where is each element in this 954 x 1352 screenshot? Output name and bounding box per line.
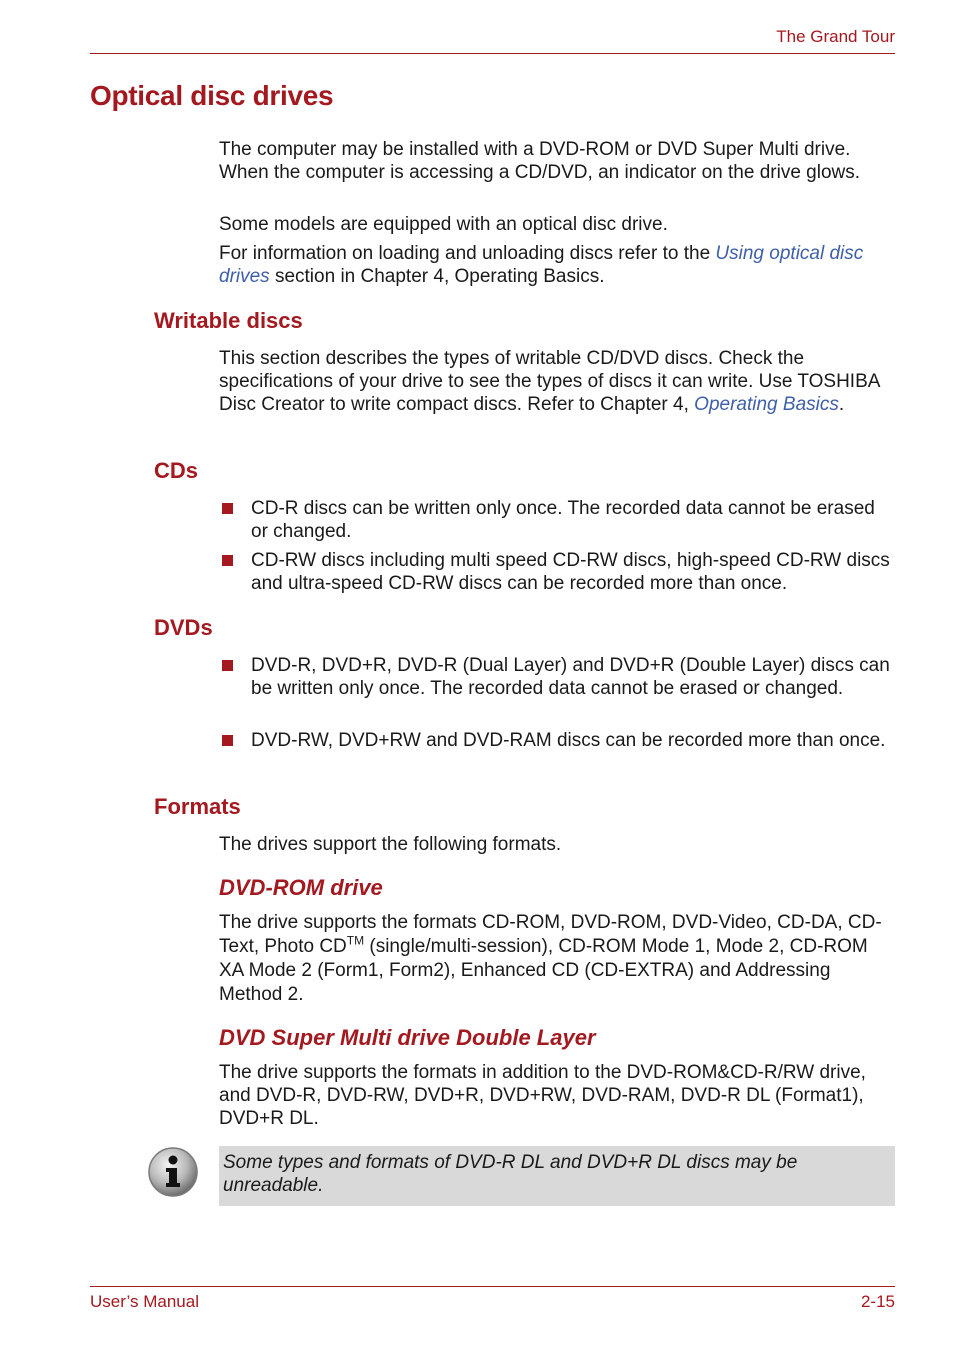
cds-heading: CDs <box>154 458 199 483</box>
intro-paragraph-3 <box>219 242 895 288</box>
intro-text-after: section in Chapter 4, Operating Basics. <box>269 266 605 287</box>
list-item-text: DVD-RW, DVD+RW and DVD-RAM discs can be recorded more than once. <box>251 730 886 751</box>
list-item <box>219 497 895 543</box>
dvd-rom-drive-heading: DVD-ROM drive <box>219 875 383 900</box>
intro-paragraph-1: The computer may be installed with a DVD-ROM or DVD Super Multi drive. When the computer is accessing a CD/DVD, an indicator on the drive glows. <box>219 139 861 183</box>
intro-paragraph-2: Some models are equipped with an optical disc drive. <box>219 214 668 235</box>
note-box <box>219 1146 895 1206</box>
writable-text-after: . <box>838 394 845 415</box>
footer-rule <box>90 1286 895 1287</box>
running-header: The Grand Tour <box>776 27 895 46</box>
formats-paragraph: The drives support the following formats. <box>219 834 562 855</box>
writable-text-before: This section describes the types of writable CD/DVD discs. Check the specifications of your drive to see the types of discs it can write. Use TOSHIBA Disc Creator to write compact discs. Refer to Chapter 4, <box>219 348 880 415</box>
super-multi-heading: DVD Super Multi drive Double Layer <box>219 1025 596 1050</box>
dvds-heading: DVDs <box>154 615 213 640</box>
writable-discs-heading: Writable discs <box>154 308 303 333</box>
trademark-sup: TM <box>346 933 365 948</box>
super-multi-paragraph: The drive supports the formats in addition to the DVD-ROM&CD-R/RW drive, and DVD-R, DVD-RW, DVD+R, DVD+RW, DVD-RAM, DVD-R DL (Format1), DVD+R DL. <box>219 1062 866 1129</box>
bullet-square-icon <box>222 660 233 671</box>
intro-text-before: For information on loading and unloading discs refer to the <box>219 243 716 264</box>
dvd-rom-paragraph <box>219 911 895 1007</box>
header-rule <box>90 53 895 54</box>
list-item <box>219 654 895 700</box>
page-number: 2-15 <box>860 1292 895 1311</box>
page-title: Optical disc drives <box>90 80 334 111</box>
list-item-text: CD-R discs can be written only once. The recorded data cannot be erased or changed. <box>251 498 875 542</box>
bullet-square-icon <box>222 555 233 566</box>
dvd-rom-text-after: (single/multi-session), CD-ROM Mode 1, Mode 2, CD-ROM XA Mode 2 (Form1, Form2), Enhanced CD (CD-EXTRA) and Addressing Method 2. <box>219 936 868 1005</box>
list-item <box>219 549 895 595</box>
operating-basics-link[interactable]: Operating Basics <box>694 394 839 415</box>
bullet-square-icon <box>222 735 233 746</box>
using-optical-disc-drives-link[interactable]: Using optical disc drives <box>219 243 864 287</box>
formats-heading: Formats <box>154 794 241 819</box>
list-item <box>219 729 895 752</box>
list-item-text: DVD-R, DVD+R, DVD-R (Dual Layer) and DVD+R (Double Layer) discs can be written only once. The recorded data cannot be erased or changed. <box>251 655 890 699</box>
note-text: Some types and formats of DVD-R DL and DVD+R DL discs may be unreadable. <box>223 1152 798 1196</box>
bullet-square-icon <box>222 503 233 514</box>
footer-manual-title: User’s Manual <box>90 1292 199 1311</box>
writable-discs-paragraph <box>219 347 895 416</box>
dvd-rom-text-before: The drive supports the formats CD-ROM, DVD-ROM, DVD-Video, CD-DA, CD-Text, Photo CD <box>219 912 882 957</box>
info-icon <box>146 1145 200 1199</box>
list-item-text: CD-RW discs including multi speed CD-RW discs, high-speed CD-RW discs and ultra-speed CD-RW discs can be recorded more than once. <box>251 550 890 594</box>
